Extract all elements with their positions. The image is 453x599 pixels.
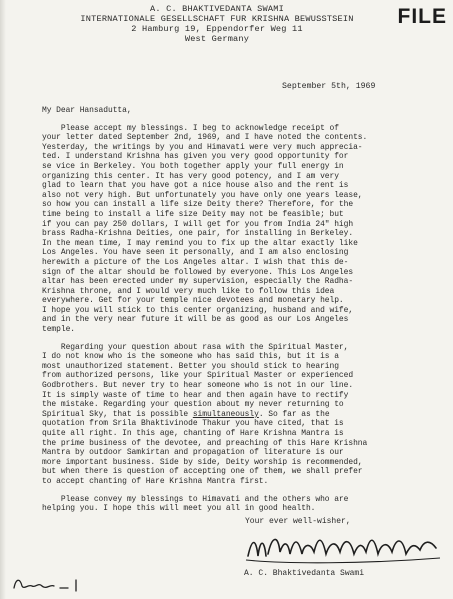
body-line: It is simply waste of time to hear and then again have to rectify bbox=[42, 390, 349, 400]
letter-body bbox=[42, 106, 442, 514]
body-line: temple. bbox=[42, 325, 75, 335]
body-line: and in the very near future it will be as good as our Los Angeles bbox=[42, 315, 349, 325]
paragraph-gap bbox=[42, 335, 442, 343]
body-line: so how you can install a life size Deity there? Therefore, for the bbox=[42, 200, 354, 210]
body-line: Mantra by outdoor Samkirtan and propagation of literature is our bbox=[42, 448, 344, 458]
body-line: quotation from Srila Bhaktivinode Thakur you have cited, that is bbox=[42, 419, 344, 429]
body-line: Spiritual Sky, that is possible simultaneously. So far as the bbox=[42, 409, 330, 419]
salutation: My Dear Hansadutta, bbox=[42, 106, 132, 115]
body-line: Regarding your question about rasa with the Spiritual Master, bbox=[42, 342, 349, 352]
body-line: time being to install a life size Deity may not be feasible; but bbox=[42, 209, 344, 219]
letter-date: September 5th, 1969 bbox=[282, 82, 376, 91]
body-line: your letter dated September 2nd, 1969, and I have noted the contents. bbox=[42, 133, 368, 143]
file-stamp: FILE bbox=[397, 5, 447, 28]
body-line: organizing this center. It has very good potency, and I am very bbox=[42, 171, 339, 181]
body-line: Yesterday, the writings by you and Himavati were very much apprecia- bbox=[42, 142, 363, 152]
scan-edge-shadow bbox=[0, 0, 6, 599]
body-line: sign of the altar should be followed by everyone. This Los Angeles bbox=[42, 267, 354, 277]
body-line: Please accept my blessings. I beg to acknowledge receipt of bbox=[42, 123, 339, 133]
letterhead-name: A. C. BHAKTIVEDANTA SWAMI bbox=[150, 4, 284, 14]
body-line: Godbrothers. But never try to hear someone who is not in our line. bbox=[42, 381, 354, 391]
body-line: the prime business of the devotee, and preaching of this Hare Krishna bbox=[42, 438, 368, 448]
body-line: most unauthorized statement. Better you should stick to hearing bbox=[42, 361, 339, 371]
body-line: brass Radha-Krishna Deities, one pair, for installing in Berkeley. bbox=[42, 229, 354, 239]
closing-line: Your ever well-wisher, bbox=[245, 517, 351, 526]
body-line: Please convey my blessings to Himavati and the others who are bbox=[42, 494, 349, 504]
body-line: but when there is question of accepting one of them, we shall prefer bbox=[42, 467, 363, 477]
body-line: everywhere. Get for your temple nice devotees and monetary help. bbox=[42, 296, 344, 306]
body-line: altar has been erected under my supervision, especially the Radha- bbox=[42, 277, 354, 287]
body-line: Krishna throne, and I would very much like to follow this idea bbox=[42, 286, 335, 296]
body-line: glad to learn that you have got a nice house also and the rent is bbox=[42, 181, 349, 191]
body-line: herewith a picture of the Los Angeles altar. I wish that this de- bbox=[42, 257, 349, 267]
typed-name: A. C. Bhaktivedanta Swami bbox=[244, 569, 365, 578]
body-line: from authorized persons, like your Spiritual Master or experienced bbox=[42, 371, 354, 381]
body-line: I hope you will stick to this center organizing, husband and wife, bbox=[42, 305, 354, 315]
handwritten-initials bbox=[10, 574, 90, 594]
body-line: helping you. I hope this will meet you all in good health. bbox=[42, 504, 316, 514]
handwritten-signature bbox=[244, 530, 444, 570]
body-line: In the mean time, I may remind you to fix up the altar exactly like bbox=[42, 238, 358, 248]
body-line: ted. I understand Krishna has given you very good opportunity for bbox=[42, 152, 349, 162]
paragraph-gap bbox=[42, 116, 442, 124]
body-line: the mistake. Regarding your question about my never returning to bbox=[42, 400, 344, 410]
body-line: Los Angeles. You have seen it personally, and I am also enclosing bbox=[42, 248, 349, 258]
letterhead-organization: INTERNATIONALE GESELLSCHAFT FUR KRISHNA BEWUSSTSEIN bbox=[80, 14, 354, 24]
body-line: more important business. Side by side, Deity worship is recommended, bbox=[42, 457, 363, 467]
paragraph-gap bbox=[42, 487, 442, 495]
body-line: se vice in Berkeley. You both together apply your full energy in bbox=[42, 161, 344, 171]
letterhead bbox=[52, 4, 382, 44]
body-line: to accept chanting of Hare Krishna Mantra first. bbox=[42, 476, 269, 486]
body-line: also not very high. But unfortunately you have only one years lease, bbox=[42, 190, 363, 200]
body-line: if you can pay 250 dollars, I will get for you from India 24" high bbox=[42, 219, 354, 229]
body-line: I do not know who is the someone who has said this, but it is a bbox=[42, 352, 339, 362]
underlined-word: simultaneously bbox=[192, 409, 259, 419]
letterhead-country: West Germany bbox=[184, 34, 250, 44]
letterhead-street: 2 Hamburg 19, Eppendorfer Weg 11 bbox=[131, 24, 303, 34]
body-line: quite all right. In this age, chanting of Hare Krishna Mantra is bbox=[42, 429, 344, 438]
